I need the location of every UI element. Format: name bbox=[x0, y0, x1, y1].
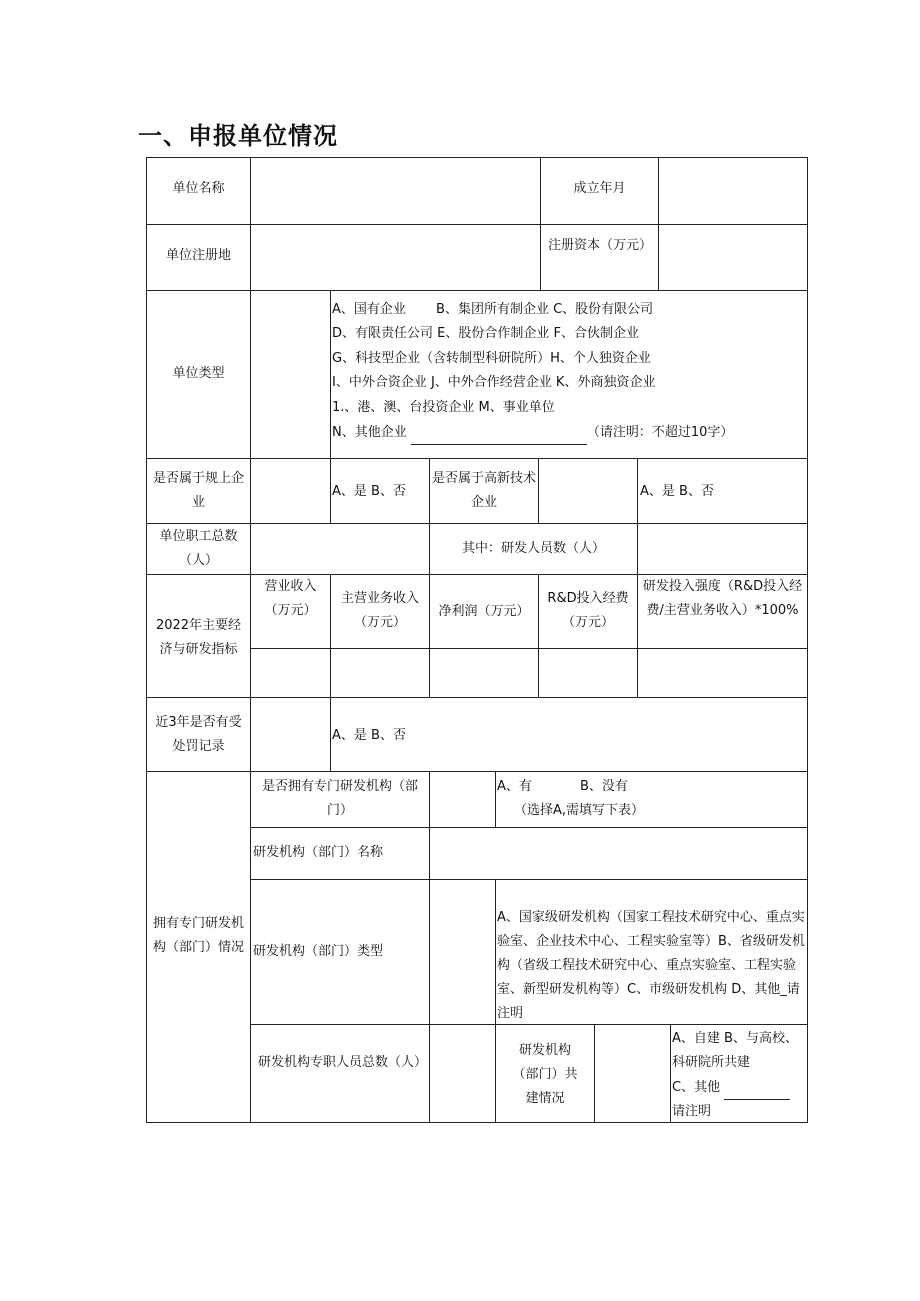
penalty-options[interactable]: A、是 B、否 bbox=[332, 728, 406, 743]
coop-other-blank[interactable] bbox=[724, 1081, 790, 1100]
scale-options[interactable]: A、是 B、否 bbox=[332, 484, 406, 499]
has-inst-select[interactable] bbox=[429, 771, 496, 828]
econ-net-profit-field[interactable] bbox=[429, 648, 539, 698]
inst-type-options[interactable]: A、国家级研发机构（国家工程技术研究中心、重点实验室、企业技术中心、工程实验室等）B、省级研发机构（省级工程技术研究中心、重点实验室、工程实验室、新型研发机构等）C、市级研发机构 D、其他_请注明 bbox=[497, 910, 805, 1021]
coop-other-prefix: C、其他 bbox=[672, 1080, 721, 1095]
inst-name-label: 研发机构（部门）名称 bbox=[253, 845, 384, 860]
staff-total-label: 单位职工总数（人） bbox=[159, 529, 238, 568]
unit-name-field[interactable] bbox=[250, 157, 541, 225]
econ-header-net-profit: 净利润（万元） bbox=[438, 604, 530, 619]
reg-place-label: 单位注册地 bbox=[165, 248, 231, 263]
scale-label: 是否属于规上企业 bbox=[152, 471, 244, 510]
penalty-select[interactable] bbox=[250, 697, 331, 772]
rd-staff-label: 其中：研发人员数（人） bbox=[461, 541, 605, 556]
econ-header-rd-intensity: 研发投入强度（R&D投入经费/主营业务收入）*100% bbox=[642, 579, 803, 618]
has-inst-label: 是否拥有专门研发机构（部门） bbox=[261, 779, 418, 818]
has-inst-option-b[interactable]: B、没有 bbox=[580, 779, 628, 794]
unit-type-select[interactable] bbox=[250, 290, 331, 459]
inst-staff-field[interactable] bbox=[429, 1024, 496, 1123]
unit-type-option[interactable]: I、中外合资企业 J、中外合作经营企业 K、外商独资企业 bbox=[332, 375, 656, 390]
staff-total-field[interactable] bbox=[250, 523, 430, 575]
other-enterprise-suffix: （请注明：不超过10字） bbox=[586, 425, 734, 440]
inst-type-select[interactable] bbox=[429, 879, 496, 1025]
other-enterprise-blank[interactable] bbox=[411, 426, 587, 445]
has-inst-note: （选择A,需填写下表） bbox=[514, 803, 645, 818]
econ-header-revenue: 营业收入（万元） bbox=[264, 579, 317, 618]
inst-type-label: 研发机构（部门）类型 bbox=[253, 944, 384, 959]
inst-coop-other[interactable] bbox=[672, 1076, 806, 1100]
econ-rd-intensity-field[interactable] bbox=[637, 648, 808, 698]
inst-coop-options[interactable]: A、自建 B、与高校、科研院所共建 bbox=[672, 1031, 798, 1070]
econ-label: 2022年主要经济与研发指标 bbox=[155, 618, 242, 657]
rd-section-label: 拥有专门研发机构（部门）情况 bbox=[152, 916, 244, 955]
econ-rd-expense-field[interactable] bbox=[538, 648, 638, 698]
unit-type-option-other[interactable] bbox=[332, 421, 806, 445]
reg-capital-field[interactable] bbox=[658, 224, 808, 291]
reg-place-field[interactable] bbox=[250, 224, 541, 291]
coop-other-note: 请注明 bbox=[672, 1104, 712, 1119]
unit-type-option[interactable]: 1.、港、澳、台投资企业 M、事业单位 bbox=[332, 400, 555, 415]
econ-header-rd-expense: R&D投入经费（万元） bbox=[547, 591, 629, 630]
econ-revenue-field[interactable] bbox=[250, 648, 331, 698]
penalty-label: 近3年是否有受处罚记录 bbox=[155, 715, 242, 754]
other-enterprise-prefix: N、其他企业 bbox=[332, 425, 407, 440]
section-title: 一、申报单位情况 bbox=[138, 122, 338, 150]
inst-coop-select[interactable] bbox=[594, 1024, 671, 1123]
unit-info-table bbox=[146, 157, 808, 1123]
inst-staff-label: 研发机构专职人员总数（人） bbox=[258, 1055, 428, 1070]
unit-type-option[interactable]: A、国有企业 B、集团所有制企业 C、股份有限公司 bbox=[332, 302, 654, 317]
has-inst-option-a[interactable]: A、有 bbox=[497, 779, 532, 794]
hightech-options[interactable]: A、是 B、否 bbox=[640, 484, 714, 499]
hightech-label: 是否属于高新技术企业 bbox=[431, 471, 536, 510]
econ-header-main-revenue: 主营业务收入（万元） bbox=[340, 591, 419, 630]
unit-type-label: 单位类型 bbox=[172, 366, 225, 381]
reg-capital-label: 注册资本（万元） bbox=[548, 238, 653, 253]
unit-type-option[interactable]: D、有限责任公司 E、股份合作制企业 F、合伙制企业 bbox=[332, 326, 639, 341]
inst-coop-label: 研发机构（部门）共建情况 bbox=[512, 1043, 578, 1106]
scale-select[interactable] bbox=[250, 458, 331, 524]
rd-staff-field[interactable] bbox=[637, 523, 808, 575]
found-date-field[interactable] bbox=[658, 157, 808, 225]
econ-main-revenue-field[interactable] bbox=[330, 648, 430, 698]
unit-name-label: 单位名称 bbox=[172, 181, 225, 196]
inst-name-field[interactable] bbox=[429, 827, 808, 880]
found-date-label: 成立年月 bbox=[573, 181, 626, 196]
unit-type-option[interactable]: G、科技型企业（含转制型科研院所）H、个人独资企业 bbox=[332, 351, 651, 366]
hightech-select[interactable] bbox=[538, 458, 638, 524]
